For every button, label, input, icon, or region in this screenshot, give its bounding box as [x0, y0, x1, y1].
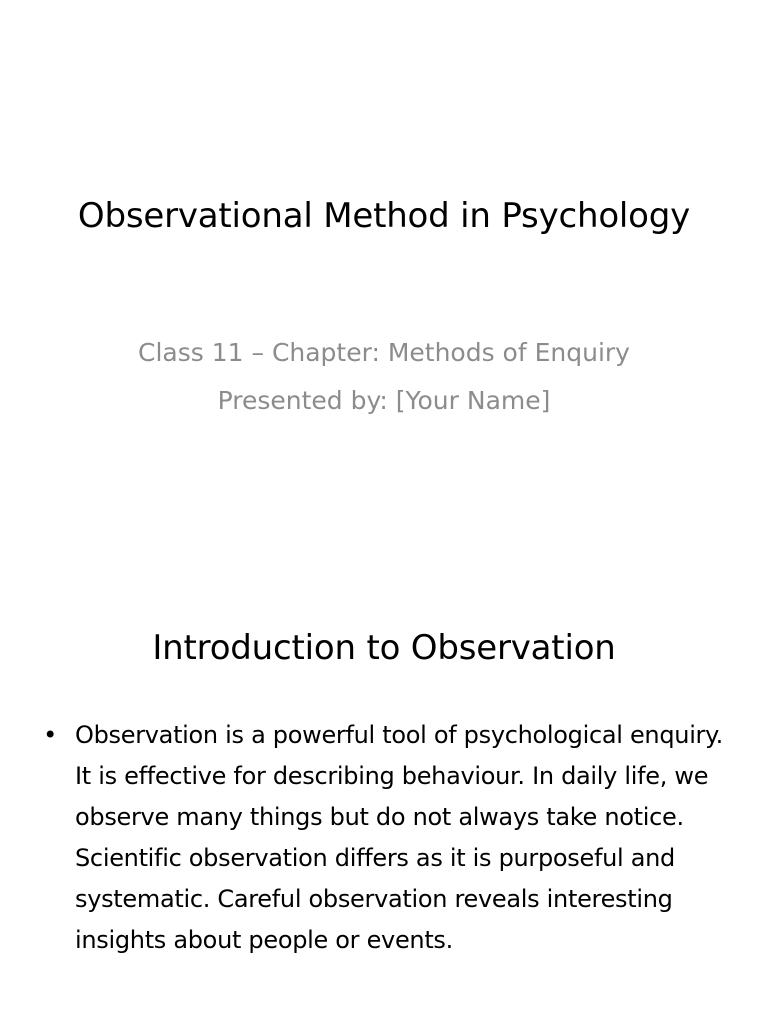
bullet-marker: • [43, 721, 57, 749]
bullet-list [40, 715, 730, 961]
bullet-item [40, 715, 730, 961]
slide-title: Observational Method in Psychology [77, 196, 691, 236]
slide-subtitle [120, 332, 648, 421]
subtitle-presenter: Presented by: [Your Name] [217, 386, 551, 415]
content-slide-title: Introduction to Observation [152, 628, 616, 668]
bullet-text: Observation is a powerful tool of psychological enquiry. It is effective for describing behaviour. In daily life, we observe many things but do not always take notice. Scientific observation differs as it is purposeful and systematic. Careful observation reveals interesting insights about people or events. [75, 721, 723, 954]
subtitle-class-chapter: Class 11 – Chapter: Methods of Enquiry [138, 338, 630, 367]
